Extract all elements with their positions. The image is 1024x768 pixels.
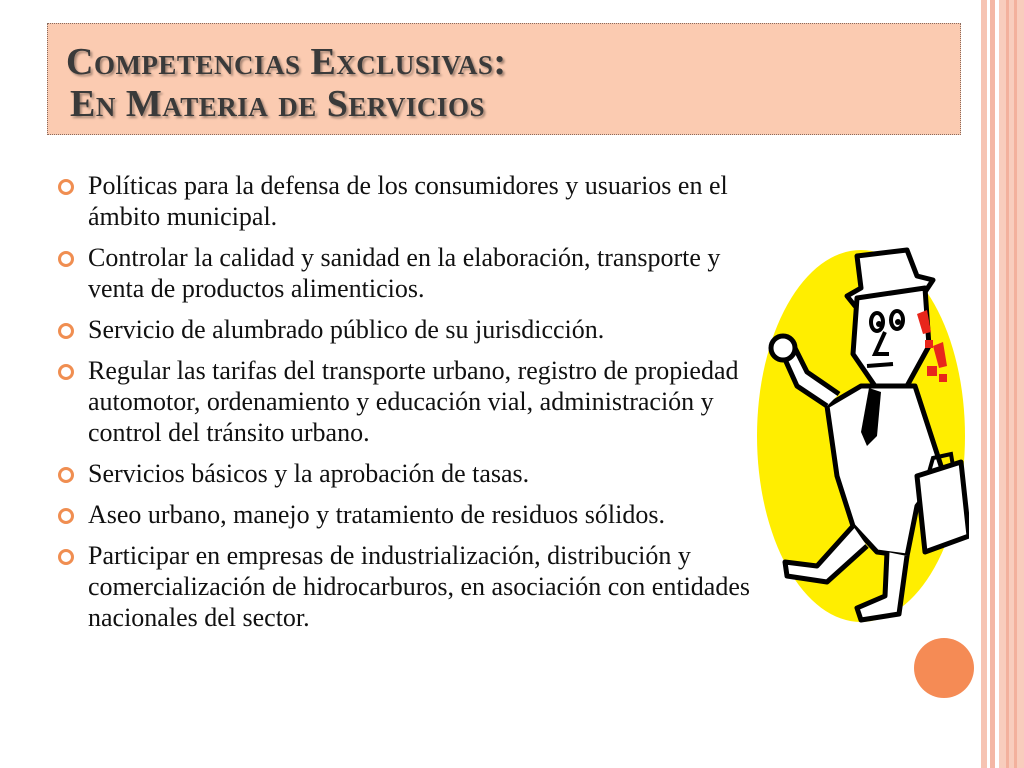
bullet-text: Controlar la calidad y sanidad en la elaboración, transporte y venta de productos alimenticios. <box>88 243 721 303</box>
decor-stripe <box>981 0 987 768</box>
bullet-ring-icon <box>58 323 74 339</box>
bullet-text: Servicios básicos y la aprobación de tasas. <box>88 459 530 488</box>
bullet-text: Participar en empresas de industrialización, distribución y comercialización de hidrocarburos, en asociación con entidades nacionales del sector. <box>88 541 750 632</box>
slide-title-box <box>47 23 961 135</box>
decor-stripe <box>990 0 995 768</box>
bullet-ring-icon <box>58 364 74 380</box>
slide-title-line-1: Competencias Exclusivas: <box>66 41 507 83</box>
decorative-circle <box>914 638 974 698</box>
bullet-item <box>56 355 756 448</box>
bullet-ring-icon <box>58 549 74 565</box>
bullet-item <box>56 170 756 232</box>
bullet-item <box>56 242 756 304</box>
running-businessman-clipart-icon <box>757 236 969 624</box>
bullet-text: Servicio de alumbrado público de su jurisdicción. <box>88 315 605 344</box>
decor-stripe <box>1014 0 1017 768</box>
decor-stripe <box>1006 0 1009 768</box>
bullet-item <box>56 540 756 633</box>
bullet-text: Políticas para la defensa de los consumidores y usuarios en el ámbito municipal. <box>88 171 728 231</box>
bullet-text: Aseo urbano, manejo y tratamiento de residuos sólidos. <box>88 500 665 529</box>
bullet-item <box>56 499 756 530</box>
decor-stripe <box>999 0 1024 768</box>
slide-title-line-2: En Materia de Servicios <box>70 83 485 125</box>
bullet-item <box>56 314 756 345</box>
bullet-ring-icon <box>58 251 74 267</box>
bullet-ring-icon <box>58 508 74 524</box>
bullet-ring-icon <box>58 179 74 195</box>
bullet-text: Regular las tarifas del transporte urbano, registro de propiedad automotor, ordenamiento y educación vial, administración y control del tránsito urbano. <box>88 356 739 447</box>
bullet-list <box>56 170 756 643</box>
bullet-ring-icon <box>58 467 74 483</box>
bullet-item <box>56 458 756 489</box>
